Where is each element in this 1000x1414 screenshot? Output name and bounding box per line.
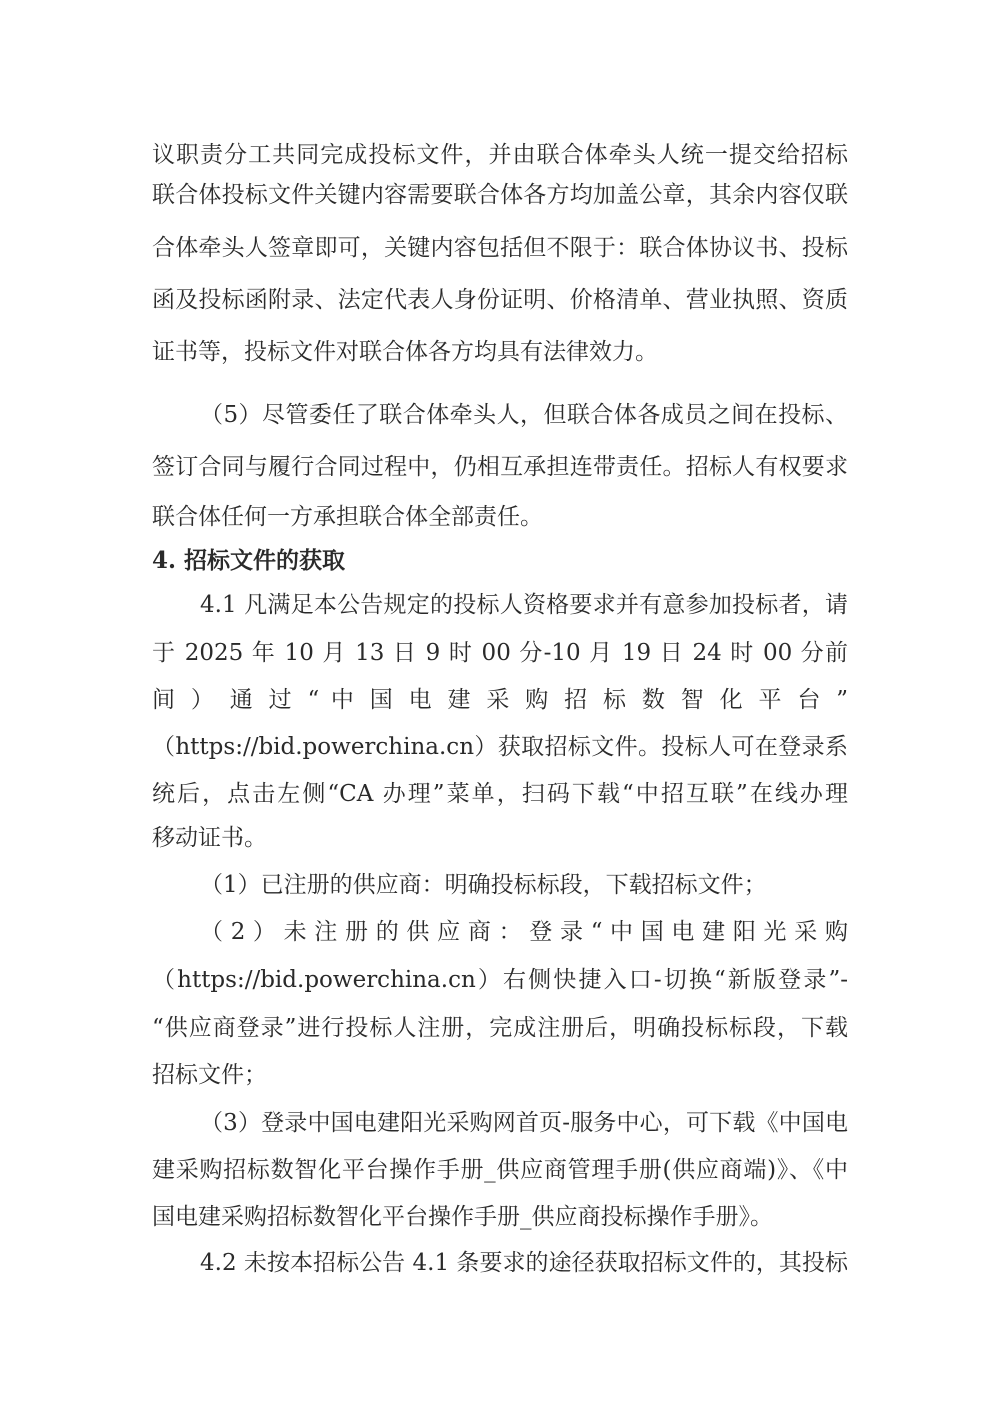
- paragraph-line: 联合体任何一方承担联合体全部责任。: [152, 504, 543, 530]
- paragraph-line: 4.1 凡满足本公告规定的投标人资格要求并有意参加投标者，请: [200, 592, 848, 618]
- paragraph-line: （ 2 ） 未 注 册 的 供 应 商 ： 登 录 “ 中 国 电 建 阳 光 采 购: [200, 919, 848, 945]
- paragraph-line: 建采购招标数智化平台操作手册_供应商管理手册(供应商端)》、《中: [152, 1157, 848, 1183]
- paragraph-line: 招标文件；: [152, 1062, 267, 1088]
- paragraph-line: 议职责分工共同完成投标文件，并由联合体牵头人统一提交给招标: [152, 142, 848, 168]
- paragraph-line: 移动证书。: [152, 825, 267, 851]
- paragraph-line: 函及投标函附录、法定代表人身份证明、价格清单、营业执照、资质: [152, 287, 848, 313]
- paragraph-line: 间 ） 通 过 “ 中 国 电 建 采 购 招 标 数 智 化 平 台 ”: [152, 687, 848, 713]
- paragraph-line: （1）已注册的供应商：明确投标标段，下载招标文件；: [200, 872, 767, 898]
- paragraph-line: 国电建采购招标数智化平台操作手册_供应商投标操作手册》。: [152, 1204, 773, 1230]
- section-heading: 4. 招标文件的获取: [152, 547, 346, 574]
- paragraph-line: “供应商登录”进行投标人注册，完成注册后，明确投标标段，下载: [152, 1015, 848, 1041]
- paragraph-line: 证书等，投标文件对联合体各方均具有法律效力。: [152, 339, 658, 365]
- paragraph-line: （https://bid.powerchina.cn）右侧快捷入口-切换“新版登录”-: [152, 967, 848, 993]
- paragraph-line: （https://bid.powerchina.cn）获取招标文件。投标人可在登录系: [152, 734, 848, 760]
- paragraph-line: 4.2 未按本招标公告 4.1 条要求的途径获取招标文件的，其投标: [200, 1250, 848, 1276]
- paragraph-line: 统后，点击左侧“CA 办理”菜单，扫码下载“中招互联”在线办理: [152, 781, 848, 807]
- paragraph-line: （3）登录中国电建阳光采购网首页-服务中心，可下载《中国电: [200, 1110, 848, 1136]
- paragraph-line: （5）尽管委任了联合体牵头人，但联合体各成员之间在投标、: [200, 402, 848, 428]
- paragraph-line: 合体牵头人签章即可，关键内容包括但不限于：联合体协议书、投标: [152, 235, 848, 261]
- paragraph-line: 于 2025 年 10 月 13 日 9 时 00 分-10 月 19 日 24 时 00 分前: [152, 640, 848, 666]
- paragraph-line: 联合体投标文件关键内容需要联合体各方均加盖公章，其余内容仅联: [152, 182, 848, 208]
- paragraph-line: 签订合同与履行合同过程中，仍相互承担连带责任。招标人有权要求: [152, 454, 848, 480]
